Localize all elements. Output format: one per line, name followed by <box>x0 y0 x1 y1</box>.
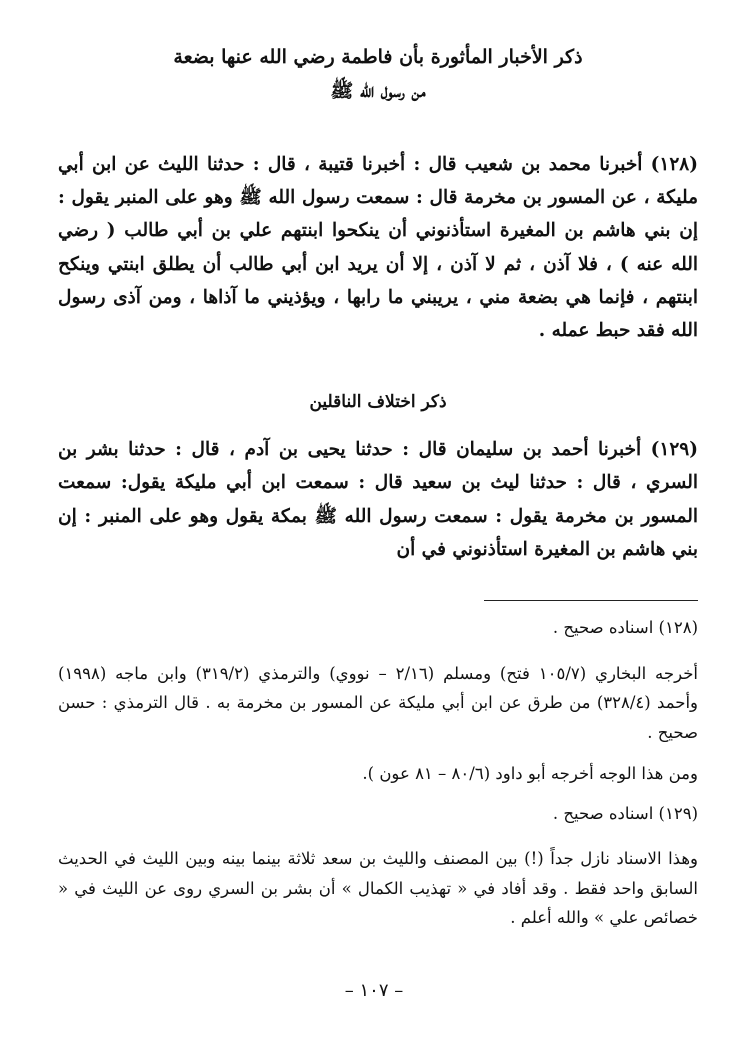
hadith-129-text: (١٢٩) أخبرنا أحمد بن سليمان قال : حدثنا يحيى بن آدم ، قال : حدثنا بشر بن السري ، قال : حدثنا ليث بن سعيد قال : سمعت ابن أبي مليكة يقول: سمعت المسور بن مخرمة يقول : سمعت رسول الله ﷺ بمكة يقول وهو على المنبر : إن بني هاشم بن المغيرة استأذنوني في أن <box>58 439 698 560</box>
chapter-heading-line-1: ذكر الأخبار المأثورة بأن فاطمة رضي الله عنها بضعة <box>173 46 583 68</box>
section-title: ذكر اختلاف الناقلين <box>309 392 447 413</box>
footnote-128-extra: ومن هذا الوجه أخرجه أبو داود (٨٠/٦ – ٨١ عون ). <box>362 764 698 784</box>
footnote-129-text: وهذا الاسناد نازل جداً (!) بين المصنف والليث بن سعد ثلاثة بينما بينه وبين الليث في الحديث السابق واحد فقط . وقد أفاد في « تهذيب الكمال » أن بشر بن السري روى عن الليث في « خصائص علي » والله أعلم . <box>58 849 698 928</box>
footnote-128-heading: (١٢٨) اسناده صحيح . <box>552 618 698 638</box>
footnote-129-heading: (١٢٩) اسناده صحيح . <box>552 803 698 823</box>
footnote-divider <box>484 600 698 601</box>
page-number: – ١٠٧ – <box>344 980 404 1001</box>
page-content <box>58 40 698 933</box>
hadith-128-text: (١٢٨) أخبرنا محمد بن شعيب قال : أخبرنا قتيبة ، قال : حدثنا الليث عن ابن أبي مليكة ، عن المسور بن مخرمة قال : سمعت رسول الله ﷺ وهو على المنبر يقول : إن بني هاشم بن المغيرة استأذنوني أن ينكحوا ابنتهم علي بن أبي طالب ( رضي الله عنه ) ، فلا آذن ، ثم لا آذن ، إلا أن يريد ابن أبي طالب أن يطلق ابنتي وينكح ابنتهم ، فإنما هي بضعة مني ، يريبني ما رابها ، ويؤذيني ما آذاها ، ومن آذى رسول الله فقد حبط عمله . <box>58 154 698 342</box>
footnote-128-text: أخرجه البخاري (١٠٥/٧ فتح) ومسلم (٢/١٦ – نووي) والترمذي (٣١٩/٢) وابن ماجه (١٩٩٨) وأحمد (٣٢٨/٤) من طرق عن ابن أبي مليكة عن المسور بن مخرمة به . قال الترمذي : حسن صحيح . <box>58 663 698 742</box>
chapter-heading-line-2: من رسول الله ﷺ <box>330 80 426 102</box>
